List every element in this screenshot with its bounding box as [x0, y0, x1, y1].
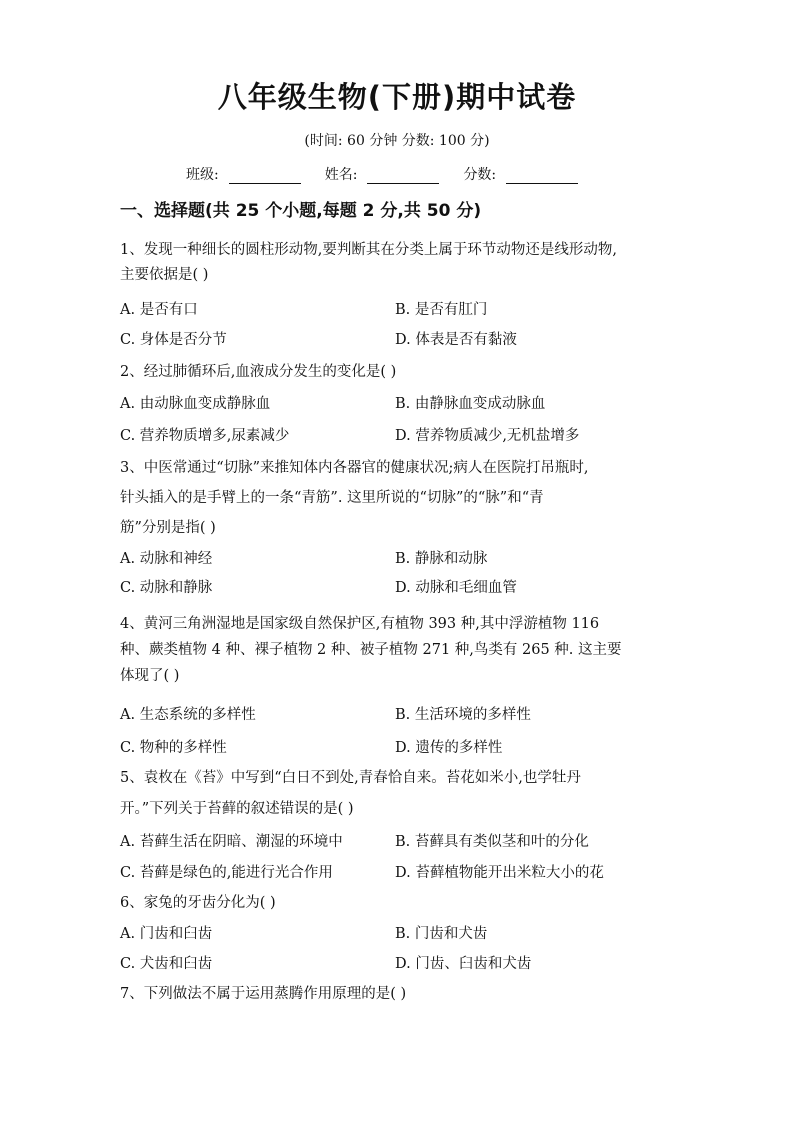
student-info-row [186, 164, 602, 184]
question-2-option-a: A. 由动脉血变成静脉血 [120, 396, 271, 412]
question-3-line-1: 3、中医常通过“切脉”来推知体内各器官的健康状况;病人在医院打吊瓶时, [120, 460, 589, 476]
question-5-option-d: D. 苔藓植物能开出米粒大小的花 [395, 865, 604, 881]
question-4-line-2: 种、蕨类植物 4 种、裸子植物 2 种、被子植物 271 种,鸟类有 265 种. 这主要 [120, 642, 622, 658]
question-2-option-d: D. 营养物质减少,无机盐增多 [395, 428, 580, 444]
question-4-option-d: D. 遗传的多样性 [395, 740, 503, 756]
question-5-line-2: 开。”下列关于苔藓的叙述错误的是( ) [120, 801, 354, 817]
question-6-option-d: D. 门齿、臼齿和犬齿 [395, 956, 532, 972]
question-4-line-1: 4、黄河三角洲湿地是国家级自然保护区,有植物 393 种,其中浮游植物 116 [120, 616, 600, 632]
question-1-option-d: D. 体表是否有黏液 [395, 332, 517, 348]
question-2-line-1: 2、经过肺循环后,血液成分发生的变化是( ) [120, 364, 397, 380]
question-1-line-2: 主要依据是( ) [120, 267, 209, 283]
question-3-line-3: 筋”分别是指( ) [120, 520, 216, 536]
question-5-option-c: C. 苔藓是绿色的,能进行光合作用 [120, 865, 333, 881]
score-field [463, 164, 578, 184]
score-blank [506, 169, 578, 184]
class-blank [229, 169, 301, 184]
question-4-option-b: B. 生活环境的多样性 [395, 707, 531, 723]
question-1-option-c: C. 身体是否分节 [120, 332, 227, 348]
question-7-line-1: 7、下列做法不属于运用蒸腾作用原理的是( ) [120, 986, 407, 1002]
question-1-option-b: B. 是否有肛门 [395, 302, 488, 318]
question-3-option-c: C. 动脉和静脉 [120, 580, 213, 596]
question-4-option-a: A. 生态系统的多样性 [120, 707, 256, 723]
question-3-option-a: A. 动脉和神经 [120, 551, 213, 567]
question-3-option-d: D. 动脉和毛细血管 [395, 580, 517, 596]
question-2-option-b: B. 由静脉血变成动脉血 [395, 396, 546, 412]
name-field [325, 164, 440, 184]
name-blank [367, 169, 439, 184]
score-label: 分数: [463, 167, 497, 183]
question-1-option-a: A. 是否有口 [120, 302, 198, 318]
question-6-option-a: A. 门齿和臼齿 [120, 926, 213, 942]
class-field [186, 164, 301, 184]
question-6-option-c: C. 犬齿和臼齿 [120, 956, 213, 972]
question-5-option-b: B. 苔藓具有类似茎和叶的分化 [395, 834, 589, 850]
question-3-option-b: B. 静脉和动脉 [395, 551, 488, 567]
section-title: 一、选择题(共 25 个小题,每题 2 分,共 50 分) [120, 201, 482, 221]
question-4-line-3: 体现了( ) [120, 668, 180, 684]
question-5-line-1: 5、袁枚在《苔》中写到“白日不到处,青春恰自来。苔花如米小,也学牡丹 [120, 770, 581, 786]
name-label: 姓名: [324, 167, 358, 183]
class-label: 班级: [186, 167, 219, 183]
question-6-option-b: B. 门齿和犬齿 [395, 926, 488, 942]
question-6-line-1: 6、家兔的牙齿分化为( ) [120, 895, 276, 911]
exam-title: 八年级生物(下册)期中试卷 [217, 80, 577, 114]
exam-meta: (时间: 60 分钟 分数: 100 分) [304, 133, 490, 149]
question-5-option-a: A. 苔藓生活在阴暗、潮湿的环境中 [120, 834, 343, 850]
question-1-line-1: 1、发现一种细长的圆柱形动物,要判断其在分类上属于环节动物还是线形动物, [120, 242, 617, 258]
question-4-option-c: C. 物种的多样性 [120, 740, 227, 756]
question-3-line-2: 针头插入的是手臂上的一条“青筋”. 这里所说的“切脉”的“脉”和“青 [120, 490, 544, 506]
question-2-option-c: C. 营养物质增多,尿素减少 [120, 428, 290, 444]
